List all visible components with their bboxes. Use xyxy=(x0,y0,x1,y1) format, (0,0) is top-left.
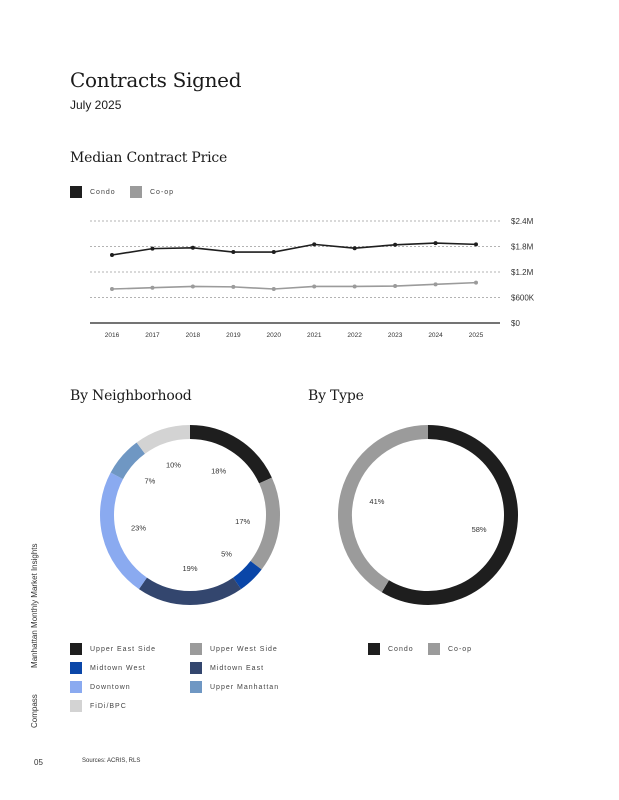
legend-label: Upper Manhattan xyxy=(210,683,280,691)
x-tick-label: 2024 xyxy=(428,332,443,339)
x-tick-label: 2021 xyxy=(306,332,322,339)
donut-segment xyxy=(190,432,265,481)
data-point xyxy=(272,287,276,291)
neighborhood-donut-chart xyxy=(85,410,295,620)
legend-coop xyxy=(130,186,174,198)
y-tick-label: $600K xyxy=(511,293,535,303)
donut-segment xyxy=(237,565,256,583)
series-line-coop xyxy=(112,283,476,289)
donut-segment xyxy=(143,583,237,598)
x-tick-label: 2017 xyxy=(145,332,160,339)
type-donut-chart xyxy=(323,410,533,620)
legend-coop-label: Co-op xyxy=(150,188,175,196)
legend-swatch xyxy=(428,643,440,655)
donut-segment xyxy=(385,432,511,598)
donut-value-label: 7% xyxy=(144,476,156,486)
x-tick-label: 2022 xyxy=(347,332,362,339)
donut-value-label: 5% xyxy=(221,549,232,559)
legend-item-condo xyxy=(368,643,414,655)
y-tick-label: $1.2M xyxy=(511,268,534,277)
data-point xyxy=(312,242,316,246)
legend-label: Midtown West xyxy=(90,664,146,672)
data-point xyxy=(474,281,478,285)
legend-label: Upper East Side xyxy=(90,645,156,653)
legend-label: Co-op xyxy=(448,645,473,653)
data-point xyxy=(434,282,438,286)
legend-condo xyxy=(70,186,116,198)
legend-swatch xyxy=(190,681,202,693)
page-subtitle: July 2025 xyxy=(70,98,122,112)
type-chart-title: By Type xyxy=(308,388,364,404)
data-point xyxy=(191,284,195,288)
data-point xyxy=(474,242,478,246)
donut-segment xyxy=(141,432,190,448)
donut-segment xyxy=(117,448,141,476)
data-point xyxy=(150,286,154,290)
legend-swatch xyxy=(70,643,82,655)
legend-item-coop xyxy=(428,643,472,655)
legend-label: Upper West Side xyxy=(210,645,278,653)
legend-item-upper-west-side xyxy=(190,643,278,655)
legend-swatch xyxy=(190,662,202,674)
legend-item-midtown-west xyxy=(70,662,146,674)
report-name: Manhattan Monthly Market Insights xyxy=(30,543,39,668)
data-point xyxy=(110,253,114,257)
legend-label: Downtown xyxy=(90,683,131,691)
data-point xyxy=(110,287,114,291)
neighborhood-chart-title: By Neighborhood xyxy=(70,388,192,404)
legend-coop-swatch xyxy=(130,186,142,198)
donut-value-label: 23% xyxy=(130,523,147,533)
x-tick-label: 2025 xyxy=(468,332,484,339)
data-point xyxy=(272,250,276,254)
data-point xyxy=(231,250,235,254)
legend-swatch xyxy=(190,643,202,655)
donut-value-label: 18% xyxy=(211,466,227,476)
donut-value-label: 41% xyxy=(369,496,385,506)
legend-swatch xyxy=(70,662,82,674)
page-title: Contracts Signed xyxy=(70,68,242,92)
x-tick-label: 2018 xyxy=(185,332,201,339)
donut-value-label: 19% xyxy=(182,564,198,573)
legend-item-midtown-east xyxy=(190,662,264,674)
x-tick-label: 2023 xyxy=(387,332,403,339)
legend-label: Condo xyxy=(388,645,414,653)
donut-segment xyxy=(345,432,428,586)
donut-segment xyxy=(256,481,273,566)
legend-item-downtown xyxy=(70,681,131,693)
data-point xyxy=(434,241,438,245)
series-line-condo xyxy=(112,243,476,255)
x-tick-label: 2019 xyxy=(226,332,241,339)
data-point xyxy=(393,243,397,247)
x-tick-label: 2016 xyxy=(104,332,120,339)
data-point xyxy=(150,247,154,251)
legend-swatch xyxy=(70,700,82,712)
y-tick-label: $1.8M xyxy=(511,242,534,252)
legend-swatch xyxy=(368,643,380,655)
data-point xyxy=(393,284,397,288)
legend-condo-label: Condo xyxy=(90,188,116,196)
donut-value-label: 17% xyxy=(235,516,251,526)
y-tick-label: $2.4M xyxy=(511,217,534,226)
legend-item-upper-east-side xyxy=(70,643,156,655)
data-point xyxy=(312,284,316,288)
data-point xyxy=(353,246,357,250)
brand-label: Compass xyxy=(30,694,39,728)
donut-value-label: 10% xyxy=(165,460,181,470)
donut-value-label: 58% xyxy=(471,525,487,535)
legend-swatch xyxy=(70,681,82,693)
legend-label: FiDi/BPC xyxy=(90,702,127,710)
legend-condo-swatch xyxy=(70,186,82,198)
y-tick-label: $0 xyxy=(511,319,520,328)
legend-item-fidi-bpc xyxy=(70,700,127,712)
line-chart-title: Median Contract Price xyxy=(70,150,228,166)
legend-label: Midtown East xyxy=(210,664,265,672)
legend-item-upper-manhattan xyxy=(190,681,279,693)
vertical-footer xyxy=(30,543,39,728)
sources-note: Sources: ACRIS, RLS xyxy=(82,758,141,764)
x-tick-label: 2020 xyxy=(266,332,282,339)
data-point xyxy=(191,246,195,250)
data-point xyxy=(353,284,357,288)
page-number: 05 xyxy=(34,758,43,767)
line-chart xyxy=(0,205,619,345)
data-point xyxy=(231,285,235,289)
